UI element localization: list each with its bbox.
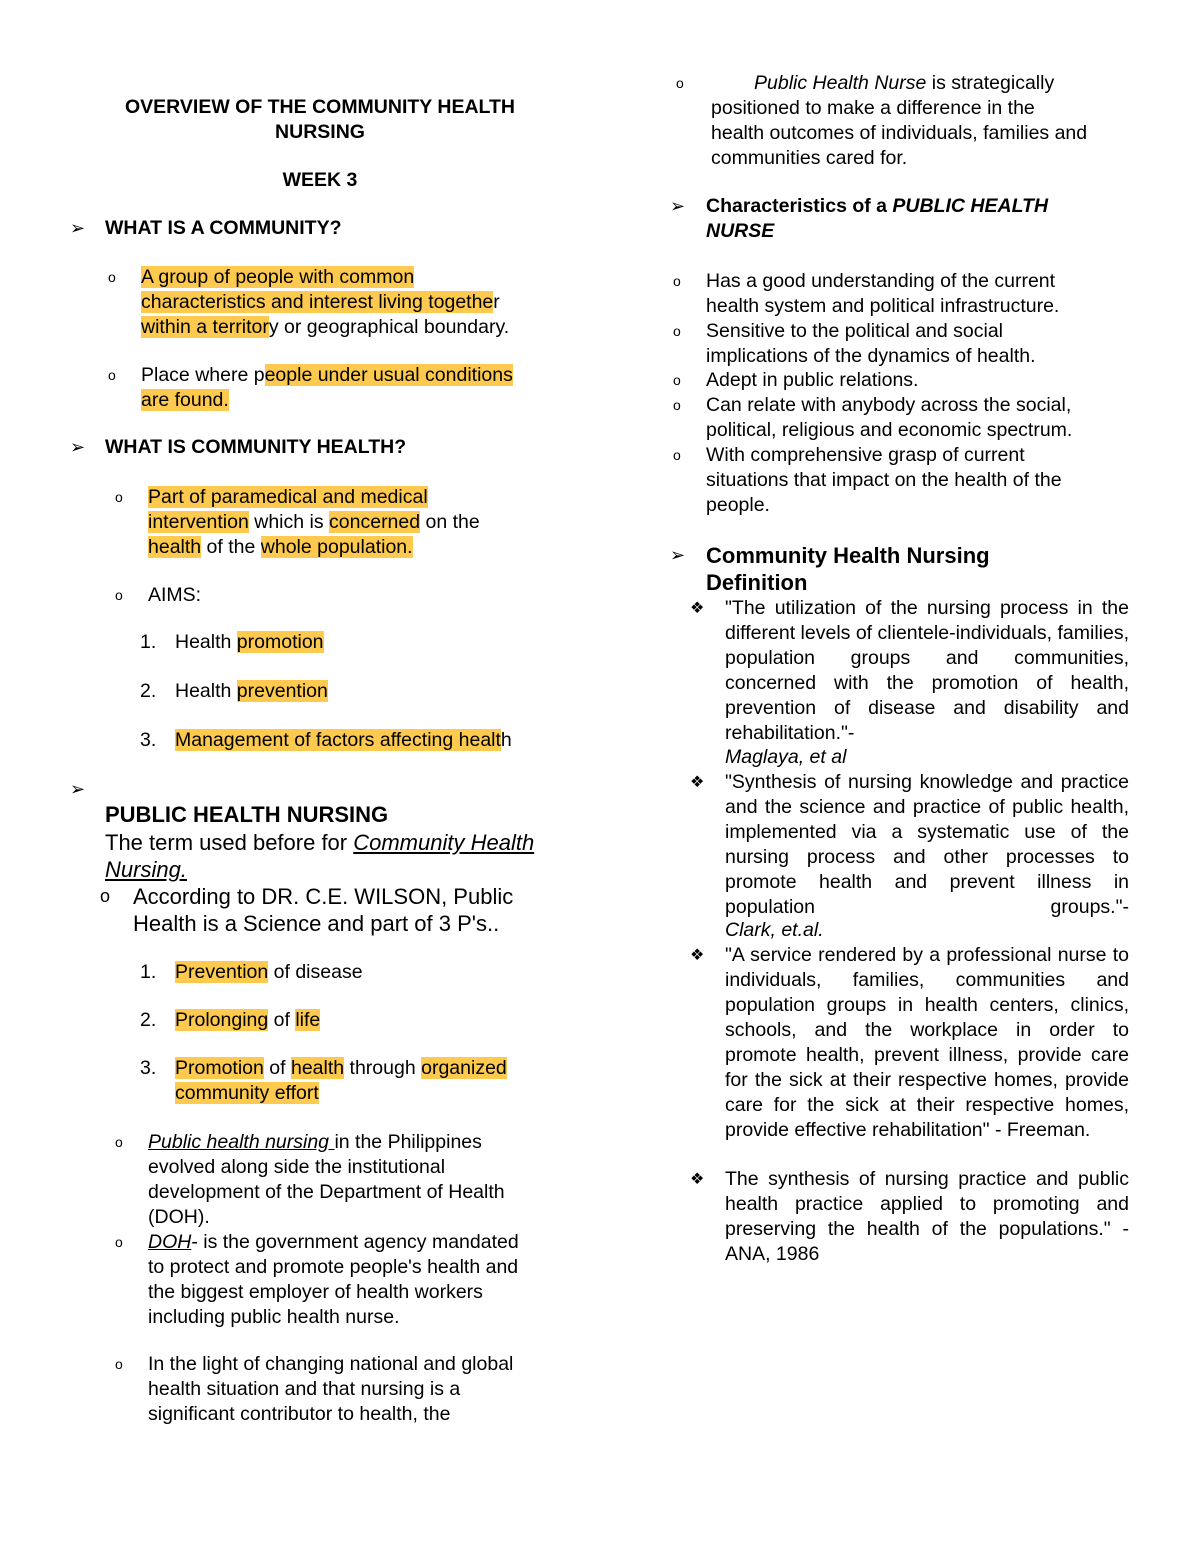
circle-bullet-icon: o bbox=[108, 269, 116, 285]
characteristic-item: Sensitive to the political and social implications of the dynamics of health. bbox=[706, 320, 1036, 367]
arrow-bullet-icon: ➢ bbox=[70, 437, 86, 457]
page-title: OVERVIEW OF THE COMMUNITY HEALTH NURSING bbox=[124, 96, 515, 143]
heading-characteristics: Characteristics of a PUBLIC HEALTH NURSE bbox=[706, 195, 1049, 242]
definition-item: "The utilization of the nursing process in the different levels of clientele-individuals, families, population groups and communities, concerned with the promotion of health, prevention of disease and disability and rehabilitation."- bbox=[725, 597, 1129, 744]
aims-label: AIMS: bbox=[148, 584, 202, 606]
definition-citation: Clark, et.al. bbox=[725, 919, 824, 941]
aim-item: Health prevention bbox=[175, 680, 328, 702]
characteristic-item: With comprehensive grasp of current situations that impact on the health of the people. bbox=[706, 444, 1062, 516]
list-number: 1. bbox=[140, 631, 157, 653]
diamond-bullet-icon: ❖ bbox=[690, 600, 705, 617]
circle-bullet-icon: o bbox=[115, 1134, 123, 1150]
arrow-bullet-icon: ➢ bbox=[670, 196, 686, 216]
diamond-bullet-icon: ❖ bbox=[690, 774, 705, 791]
wilson-statement: According to DR. C.E. WILSON, Public Health is a Science and part of 3 P's.. bbox=[133, 884, 514, 936]
circle-bullet-icon: o bbox=[673, 273, 681, 289]
week-label: WEEK 3 bbox=[282, 169, 358, 191]
diamond-bullet-icon: ❖ bbox=[690, 947, 705, 964]
arrow-bullet-icon: ➢ bbox=[70, 218, 86, 238]
circle-bullet-icon: o bbox=[115, 489, 123, 505]
characteristic-item: Has a good understanding of the current health system and political infrastructure. bbox=[706, 270, 1060, 317]
aim-item: Management of factors affecting health bbox=[175, 729, 512, 751]
heading-public-health-nursing: PUBLIC HEALTH NURSING bbox=[105, 802, 389, 827]
heading-chn-definition: Community Health Nursing Definition bbox=[706, 543, 990, 595]
heading-what-is-community: WHAT IS A COMMUNITY? bbox=[105, 217, 342, 239]
community-health-definition: Part of paramedical and medical intervention which is concerned on the health of the whole population. bbox=[148, 486, 480, 558]
circle-bullet-icon: o bbox=[108, 367, 116, 383]
p-item: Prolonging of life bbox=[175, 1009, 321, 1031]
circle-bullet-icon: o bbox=[115, 587, 123, 603]
community-definition-2: Place where people under usual conditions are found. bbox=[141, 364, 513, 411]
p-item: Prevention of disease bbox=[175, 961, 363, 983]
circle-bullet-icon: o bbox=[100, 886, 111, 906]
circle-bullet-icon: o bbox=[115, 1356, 123, 1372]
changing-health-situation: In the light of changing national and global health situation and that nursing is a significant contributor to health, the bbox=[148, 1353, 514, 1425]
circle-bullet-icon: o bbox=[673, 323, 681, 339]
phn-term-note: The term used before for Community Health Nursing. bbox=[105, 830, 535, 882]
phn-philippines: Public health nursing in the Philippines evolved along side the institutional development of the Department of Health (DOH). bbox=[148, 1131, 505, 1228]
list-number: 1. bbox=[140, 961, 157, 983]
list-number: 2. bbox=[140, 680, 157, 702]
circle-bullet-icon: o bbox=[673, 447, 681, 463]
definition-item: "A service rendered by a professional nurse to individuals, families, communities and population groups in health centers, clinics, schools, and the workplace in order to promote health, prevent illness, provide care for the sick at their respective homes, provide care for the sick at their respective homes, provide effective rehabilitation" - Freeman. bbox=[725, 944, 1129, 1141]
doh-statement: DOH- is the government agency mandated to protect and promote people's health and the biggest employer of health workers including public health nurse. bbox=[148, 1231, 519, 1328]
diamond-bullet-icon: ❖ bbox=[690, 1171, 705, 1188]
definition-citation: Maglaya, et al bbox=[725, 746, 847, 768]
list-number: 3. bbox=[140, 729, 157, 751]
circle-bullet-icon: o bbox=[676, 75, 684, 91]
circle-bullet-icon: o bbox=[673, 397, 681, 413]
p-item: Promotion of health through organized community effort bbox=[175, 1057, 507, 1104]
circle-bullet-icon: o bbox=[673, 372, 681, 388]
arrow-bullet-icon: ➢ bbox=[70, 779, 86, 799]
definition-item: The synthesis of nursing practice and public health practice applied to promoting and preserving the health of the populations." - ANA, 1986 bbox=[725, 1168, 1129, 1265]
definition-item: "Synthesis of nursing knowledge and practice and the science and practice of public health, implemented via a systematic use of the nursing process and other processes to promote health and prevent illness in population groups."- bbox=[725, 771, 1129, 918]
phn-positioned: Public Health Nurse is strategically positioned to make a difference in the health outcomes of individuals, families and communities cared for. bbox=[711, 72, 1088, 169]
heading-what-is-community-health: WHAT IS COMMUNITY HEALTH? bbox=[105, 436, 407, 458]
characteristic-item: Can relate with anybody across the social, political, religious and economic spectrum. bbox=[706, 394, 1073, 441]
community-definition-1: A group of people with common characteristics and interest living together within a territory or geographical boundary. bbox=[141, 266, 510, 338]
list-number: 3. bbox=[140, 1057, 157, 1079]
characteristic-item: Adept in public relations. bbox=[706, 369, 919, 391]
arrow-bullet-icon: ➢ bbox=[670, 545, 686, 565]
aim-item: Health promotion bbox=[175, 631, 324, 653]
list-number: 2. bbox=[140, 1009, 157, 1031]
circle-bullet-icon: o bbox=[115, 1234, 123, 1250]
